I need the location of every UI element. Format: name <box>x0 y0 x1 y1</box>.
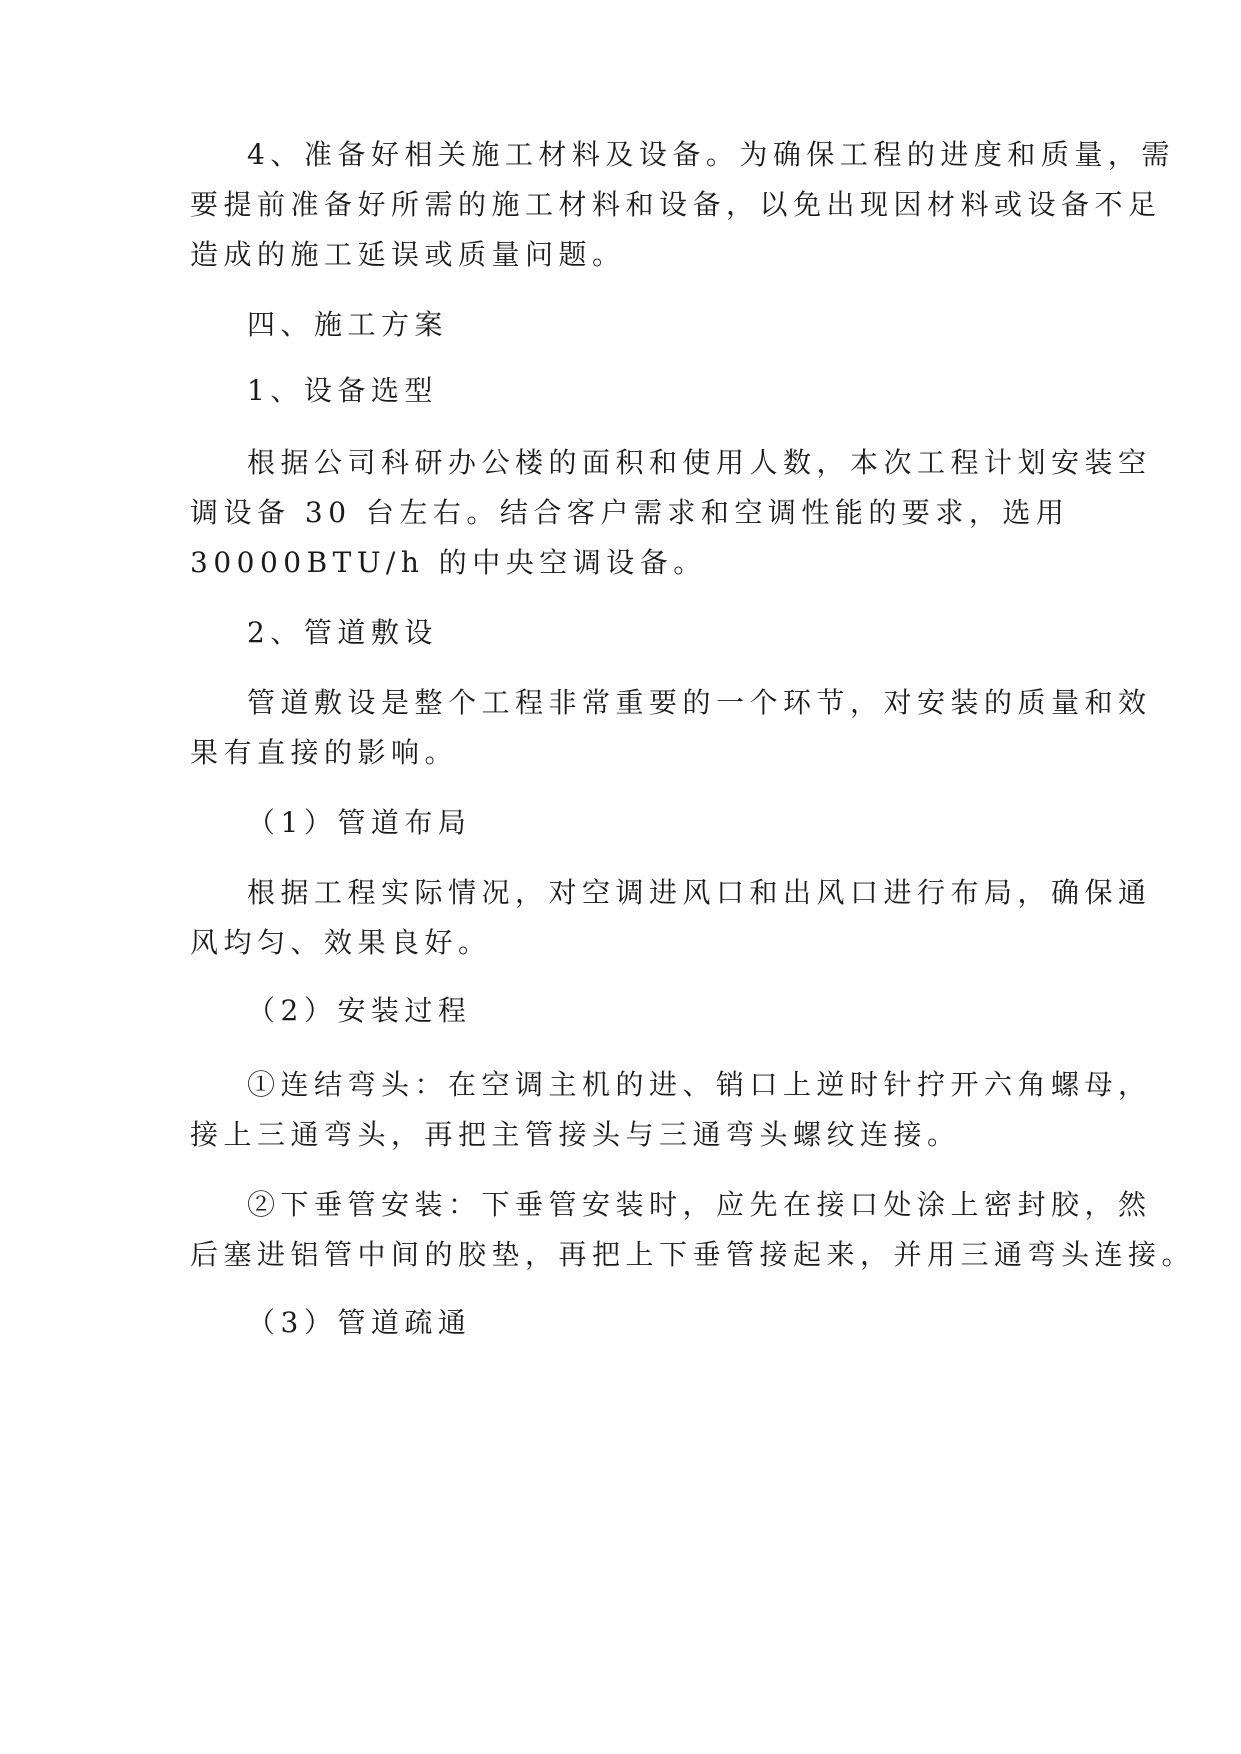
subheading-installation-process: （2）安装过程 <box>247 994 472 1027</box>
paragraph-materials-line-3: 造成的施工延误或质量问题。 <box>190 238 626 271</box>
paragraph-layout-line-2: 风均匀、效果良好。 <box>190 926 492 959</box>
paragraph-materials-line-2: 要提前准备好所需的施工材料和设备，以免出现因材料或设备不足 <box>190 188 1162 221</box>
paragraph-downpipe-line-2: 后塞进铝管中间的胶垫，再把上下垂管接起来，并用三通弯头连接。 <box>190 1238 1196 1271</box>
paragraph-equipment-line-2: 调设备 30 台左右。结合客户需求和空调性能的要求，选用 <box>190 496 1070 529</box>
paragraph-equipment-line-3: 30000BTU/h 的中央空调设备。 <box>190 546 707 579</box>
paragraph-equipment-line-1: 根据公司科研办公楼的面积和使用人数，本次工程计划安装空 <box>247 446 1152 479</box>
paragraph-downpipe-line-1: ②下垂管安装：下垂管安装时，应先在接口处涂上密封胶，然 <box>247 1188 1152 1221</box>
subheading-pipe-laying: 2、管道敷设 <box>247 616 438 649</box>
paragraph-elbow-line-1: ①连结弯头：在空调主机的进、销口上逆时针拧开六角螺母， <box>247 1068 1152 1101</box>
paragraph-pipe-line-2: 果有直接的影响。 <box>190 736 459 769</box>
subheading-equipment-selection: 1、设备选型 <box>247 374 438 407</box>
paragraph-materials-line-1: 4、准备好相关施工材料及设备。为确保工程的进度和质量，需 <box>247 138 1175 171</box>
paragraph-elbow-line-2: 接上三通弯头，再把主管接头与三通弯头螺纹连接。 <box>190 1118 961 1151</box>
paragraph-pipe-line-1: 管道敷设是整个工程非常重要的一个环节，对安装的质量和效 <box>247 686 1152 719</box>
subheading-pipe-layout: （1）管道布局 <box>247 806 472 839</box>
section-heading-construction-plan: 四、施工方案 <box>247 308 449 341</box>
paragraph-layout-line-1: 根据工程实际情况，对空调进风口和出风口进行布局，确保通 <box>247 876 1152 909</box>
subheading-pipe-dredging: （3）管道疏通 <box>247 1306 472 1339</box>
